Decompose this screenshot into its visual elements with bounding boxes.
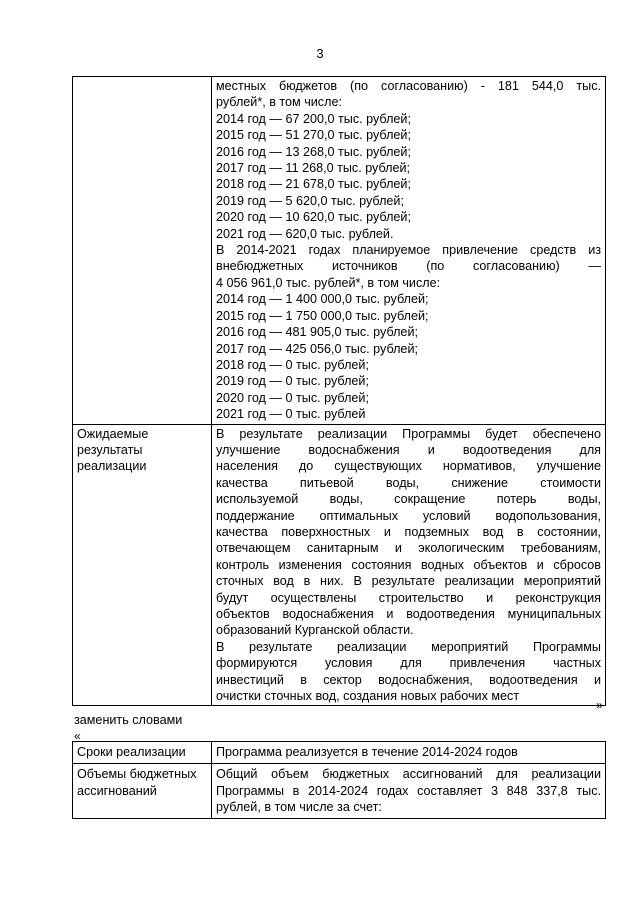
implementation-period-label: Сроки реализации — [73, 742, 212, 764]
text-line: 2017 год — 11 268,0 тыс. рублей; — [216, 161, 411, 176]
text-line: контроль изменения состояния водных объектов и сбросов — [216, 557, 601, 572]
text-line: сточных вод в них. В результате реализации мероприятий — [216, 574, 601, 589]
text-line: 2014 год — 67 200,0 тыс. рублей; — [216, 111, 411, 126]
label-line: Объемы бюджетных — [77, 767, 197, 782]
text-line: 2015 год — 1 750 000,0 тыс. рублей; — [216, 308, 429, 323]
text-line: 2020 год — 0 тыс. рублей; — [216, 390, 369, 405]
text-line: 2021 год — 0 тыс. рублей — [216, 407, 366, 422]
text-line: 2016 год — 13 268,0 тыс. рублей; — [216, 144, 411, 159]
budget-volume-cell — [212, 764, 606, 818]
text-line: внебюджетных источников (по согласованию) — — [216, 259, 601, 274]
text-line: очистки сточных вод, создания новых рабочих мест — [216, 689, 520, 704]
table-row — [73, 424, 606, 706]
text-line: В 2014-2021 годах планируемое привлечение средств из — [216, 243, 601, 258]
text-line: качества питьевой воды, снижение стоимости — [216, 475, 601, 490]
text-line: 2019 год — 5 620,0 тыс. рублей; — [216, 193, 404, 208]
text-line: 2018 год — 0 тыс. рублей; — [216, 357, 369, 372]
implementation-period-cell: Программа реализуется в течение 2014-2024 годов — [212, 742, 606, 764]
expected-results-cell — [212, 424, 606, 706]
text-line: населения до существующих нормативов, улучшение — [216, 459, 601, 474]
text-line: местных бюджетов (по согласованию) - 181 544,0 тыс. — [216, 79, 601, 93]
text-line: рублей*, в том числе: — [216, 95, 342, 110]
program-summary-table — [72, 741, 606, 819]
text-line: 2019 год — 0 тыс. рублей; — [216, 374, 369, 389]
budget-volume-label — [73, 764, 212, 818]
text-line: 2021 год — 620,0 тыс. рублей. — [216, 226, 394, 241]
text-line: используемой воды, сокращение потерь воды, — [216, 492, 601, 507]
text-line: рублей, в том числе за счет: — [216, 800, 382, 815]
funding-sources-cell — [212, 77, 606, 425]
closing-quote: » — [596, 698, 603, 712]
table-row — [73, 77, 606, 425]
text-line: 2020 год — 10 620,0 тыс. рублей; — [216, 210, 411, 225]
opening-quote: « — [74, 729, 81, 743]
table-row — [73, 764, 606, 818]
text-line: Общий объем бюджетных ассигнований для реализации — [216, 767, 601, 782]
text-line: объектов водоснабжения и водоотведения муниципальных — [216, 607, 601, 621]
text-line: отвечающем санитарным и экологическим требованиям, — [216, 541, 601, 556]
text-line: 2016 год — 481 905,0 тыс. рублей; — [216, 325, 418, 340]
text-line: улучшение водоснабжения и водоотведения для — [216, 442, 601, 457]
funding-table-continued — [72, 76, 606, 706]
label-line: реализации — [77, 459, 147, 474]
text-line: 2018 год — 21 678,0 тыс. рублей; — [216, 177, 411, 192]
label-line: Ожидаемые — [77, 426, 149, 441]
table-row — [73, 742, 606, 764]
text-line: 2015 год — 51 270,0 тыс. рублей; — [216, 128, 411, 143]
empty-label-cell — [73, 77, 212, 425]
text-line: будут осуществлены строительство и реконструкция — [216, 590, 601, 605]
text-line: формируются условия для привлечения частных — [216, 656, 601, 671]
text-line: В результате реализации Программы будет обеспечено — [216, 426, 601, 441]
text-line: 2014 год — 1 400 000,0 тыс. рублей; — [216, 292, 429, 307]
text-line: образований Курганской области. — [216, 623, 414, 638]
label-line: ассигнований — [77, 783, 157, 798]
text-line: качества поверхностных и подземных вод в состоянии, — [216, 524, 601, 539]
text-line: В результате реализации мероприятий Программы — [216, 639, 601, 654]
text-line: поддержание оптимальных условий водопользования, — [216, 508, 601, 523]
text-line: 2017 год — 425 056,0 тыс. рублей; — [216, 341, 418, 356]
label-line: результаты — [77, 442, 143, 457]
replace-instruction: заменить словами — [74, 713, 183, 727]
expected-results-label — [73, 424, 212, 706]
text-line: Программы в 2014-2024 годах составляет 3 848 337,8 тыс. — [216, 783, 601, 798]
page-number: 3 — [316, 46, 324, 61]
text-line: инвестиций в сектор водоснабжения, водоотведения и — [216, 672, 601, 687]
text-line: 4 056 961,0 тыс. рублей*, в том числе: — [216, 275, 441, 290]
